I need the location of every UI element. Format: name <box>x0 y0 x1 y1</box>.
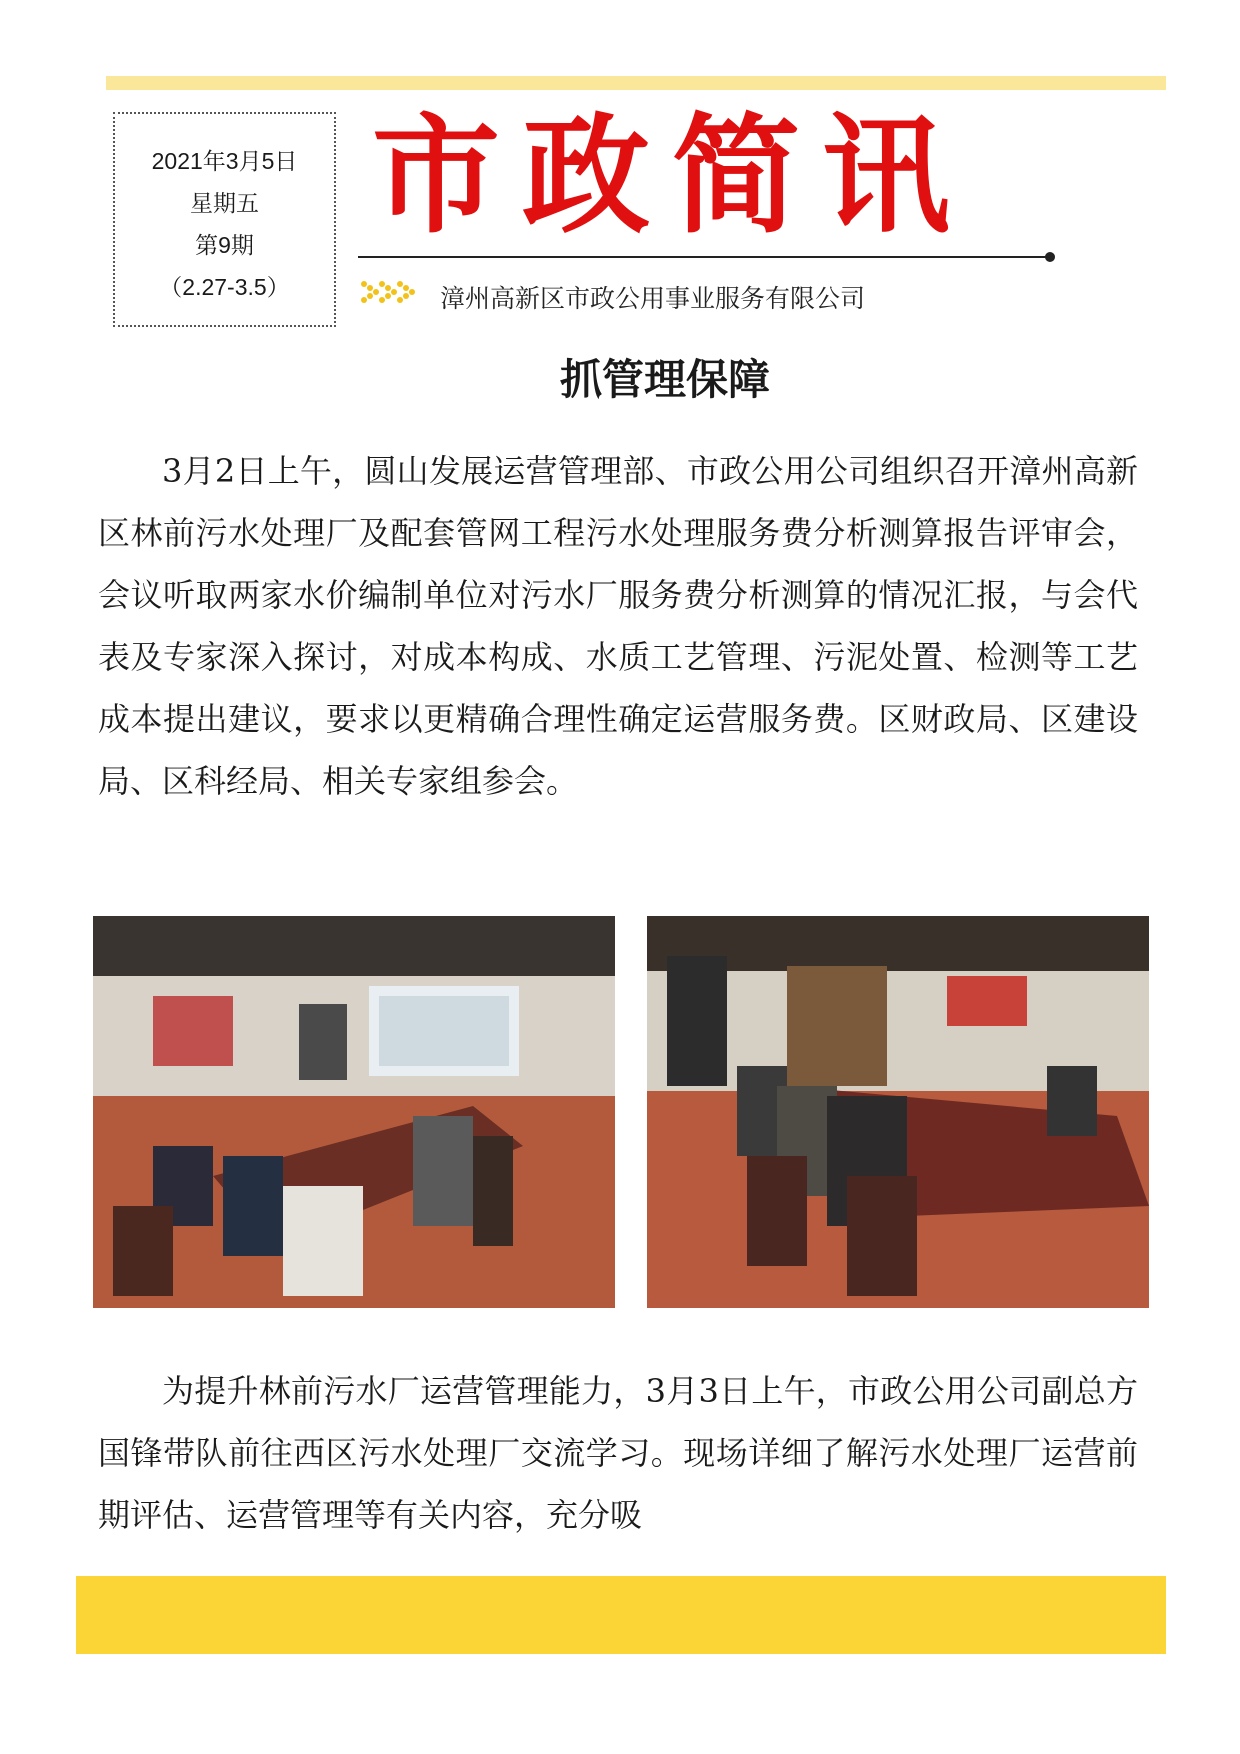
issue-weekday: 星期五 <box>190 190 259 216</box>
article-paragraph-1: 3月2日上午，圆山发展运营管理部、市政公用公司组织召开漳州高新区林前污水处理厂及配套管网工程污水处理服务费分析测算报告评审会，会议听取两家水价编制单位对污水厂服务费分析测算的情况汇报，与会代表及专家深入探讨，对成本构成、水质工艺管理、污泥处置、检测等工艺成本提出建议，要求以更精确合理性确定运营服务费。区财政局、区建设局、区科经局、相关专家组参会。 <box>98 452 1138 800</box>
issue-info-box <box>113 112 336 327</box>
meeting-photo-2 <box>647 916 1149 1308</box>
top-decorative-band <box>106 76 1166 90</box>
rule-end-dot <box>1045 252 1055 262</box>
issue-number: 第9期 <box>195 232 254 258</box>
meeting-photo-1 <box>93 916 615 1308</box>
section-title: 抓管理保障 <box>559 355 770 404</box>
masthead-rule <box>358 256 1048 258</box>
issue-date: 2021年3月5日 <box>151 148 298 174</box>
issue-period: （2.27-3.5） <box>159 274 290 300</box>
company-name: 漳州高新区市政公用事业服务有限公司 <box>440 284 866 313</box>
arrow-decoration-icon <box>360 276 416 308</box>
masthead-title: 市政简讯 <box>372 101 973 251</box>
bottom-decorative-band <box>76 1576 1166 1654</box>
article-paragraph-2: 为提升林前污水厂运营管理能力，3月3日上午，市政公用公司副总方国锋带队前往西区污水处理厂交流学习。现场详细了解污水处理厂运营前期评估、运营管理等有关内容，充分吸 <box>98 1372 1138 1534</box>
